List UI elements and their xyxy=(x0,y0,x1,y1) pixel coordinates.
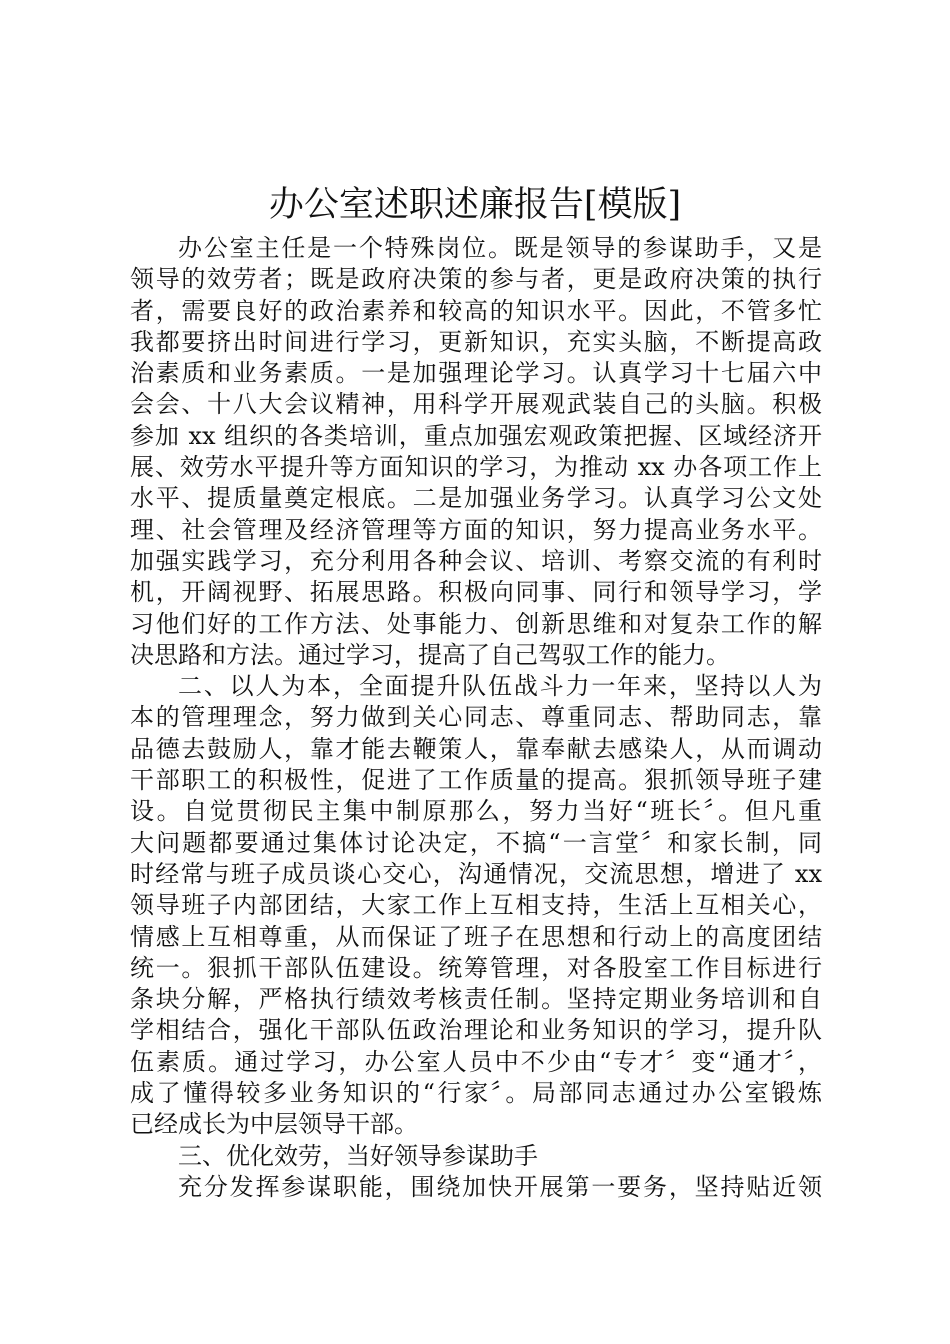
text-line: 统一。狠抓干部队伍建设。统筹管理，对各股室工作目标进行 xyxy=(130,953,822,982)
text-line: 我都要挤出时间进行学习，更新知识，充实头脑，不断提高政 xyxy=(130,327,822,356)
text-line: 参加 xx 组织的各类培训，重点加强宏观政策把握、区域经济开 xyxy=(130,421,822,450)
text-line: 决思路和方法。通过学习，提高了自己驾驭工作的能力。 xyxy=(130,640,730,669)
text-line: 条块分解，严格执行绩效考核责任制。坚持定期业务培训和自 xyxy=(130,985,822,1014)
text-line: 治素质和业务素质。一是加强理论学习。认真学习十七届六中 xyxy=(130,359,822,388)
text-line: 大问题都要通过集体讨论决定，不搞“一言堂〞和家长制，同 xyxy=(130,828,822,857)
text-line: 本的管理理念，努力做到关心同志、尊重同志、帮助同志，靠 xyxy=(130,703,822,732)
text-line: 者，需要良好的政治素养和较高的知识水平。因此，不管多忙 xyxy=(130,296,822,325)
text-line: 品德去鼓励人，靠才能去鞭策人，靠奉献去感染人，从而调动 xyxy=(130,734,822,763)
text-line: 水平、提质量奠定根底。二是加强业务学习。认真学习公文处 xyxy=(130,484,822,513)
text-line: 展、效劳水平提升等方面知识的学习，为推动 xx 办各项工作上 xyxy=(130,453,822,482)
text-line: 干部职工的积极性，促进了工作质量的提高。狠抓领导班子建 xyxy=(130,766,822,795)
text-line: 理、社会管理及经济管理等方面的知识，努力提高业务水平。 xyxy=(130,515,822,544)
text-line: 设。自觉贯彻民主集中制原那么，努力当好“班长〞。但凡重 xyxy=(130,797,822,826)
text-line: 学相结合，强化干部队伍政治理论和业务知识的学习，提升队 xyxy=(130,1016,822,1045)
text-line: 情感上互相尊重，从而保证了班子在思想和行动上的高度团结 xyxy=(130,922,822,951)
text-line: 习他们好的工作方法、处事能力、创新思维和对复杂工作的解 xyxy=(130,609,822,638)
text-line: 时经常与班子成员谈心交心，沟通情况，交流思想，增进了 xx xyxy=(130,859,822,888)
text-line: 领导的效劳者；既是政府决策的参与者，更是政府决策的执行 xyxy=(130,265,822,294)
text-line: 机，开阔视野、拓展思路。积极向同事、同行和领导学习，学 xyxy=(130,578,822,607)
text-line: 加强实践学习，充分利用各种会议、培训、考察交流的有利时 xyxy=(130,546,822,575)
document-body xyxy=(130,233,822,1203)
text-line: 办公室主任是一个特殊岗位。既是领导的参谋助手，又是 xyxy=(178,234,822,262)
text-line: 二、以人为本，全面提升队伍战斗力一年来，坚持以人为 xyxy=(178,672,822,701)
text-line: 成了懂得较多业务知识的“行家〞。局部同志通过办公室锻炼 xyxy=(130,1079,822,1108)
text-line: 伍素质。通过学习，办公室人员中不少由“专才〞变“通才〞， xyxy=(130,1047,822,1076)
text-line: 会会、十八大会议精神，用科学开展观武装自己的头脑。积极 xyxy=(130,390,822,419)
text-line: 已经成长为中层领导干部。 xyxy=(130,1110,418,1139)
document-title: 办公室述职述廉报告[模版] xyxy=(268,185,682,225)
text-line: 三、优化效劳，当好领导参谋助手 xyxy=(178,1141,538,1170)
text-line: 充分发挥参谋职能，围绕加快开展第一要务，坚持贴近领 xyxy=(178,1172,822,1201)
text-line: 领导班子内部团结，大家工作上互相支持，生活上互相关心， xyxy=(130,891,822,920)
